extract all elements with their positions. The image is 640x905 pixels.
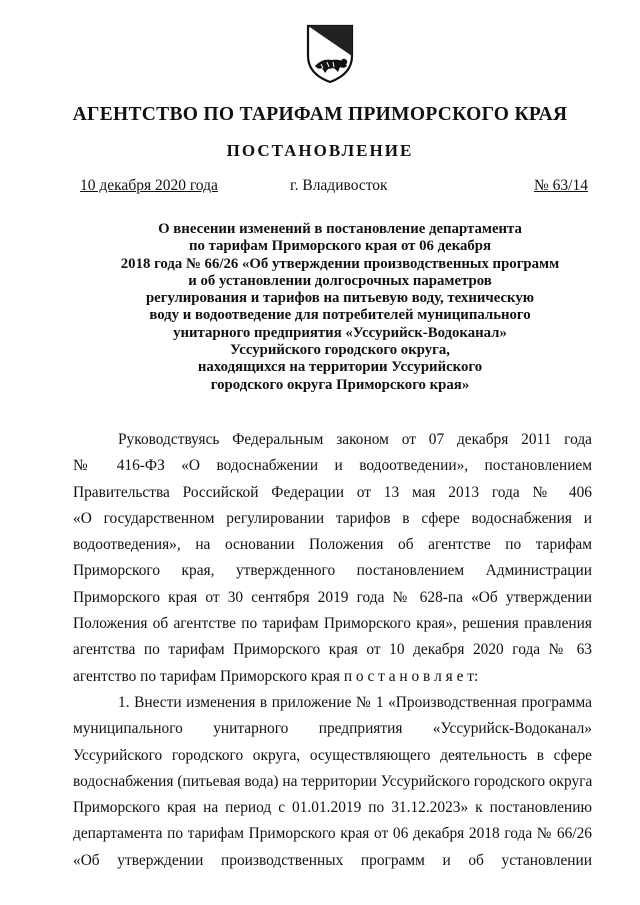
title-line: по тарифам Приморского края от 06 декабря bbox=[188, 238, 492, 255]
body-line: «Об утверждении производственных программ и об установлении bbox=[73, 851, 592, 869]
body-line: № 416-ФЗ «О водоснабжении и водоотведении», постановлением bbox=[73, 457, 592, 475]
document-meta-row bbox=[0, 177, 640, 197]
body-paragraph-2 bbox=[73, 690, 592, 874]
title-line: воду и водоотведение для потребителей муниципального bbox=[149, 307, 531, 324]
title-line: и об установлении долгосрочных параметров bbox=[188, 272, 492, 289]
body-line: Правительства Российской Федерации от 13 мая 2013 года № 406 bbox=[73, 483, 592, 501]
body-line: муниципального унитарного предприятия «Уссурийск-Водоканал» bbox=[73, 720, 592, 738]
body-line: Приморского края, утвержденного постановлением Администрации bbox=[73, 562, 592, 580]
body-line: Приморского края на период с 01.01.2019 по 31.12.2023» к постановлению bbox=[73, 799, 592, 817]
title-line: О внесении изменений в постановление департамента bbox=[158, 221, 522, 237]
body-line: агентство по тарифам Приморского края п о с т а н о в л я е т: bbox=[73, 667, 479, 685]
body-line: водоснабжения (питьевая вода) на территории Уссурийского городского округа bbox=[73, 772, 593, 790]
title-line: городского округа Приморского края» bbox=[210, 376, 470, 393]
agency-name: АГЕНТСТВО ПО ТАРИФАМ ПРИМОРСКОГО КРАЯ bbox=[72, 104, 568, 125]
document-title bbox=[100, 221, 580, 394]
body-line: водоотведения», на основании Положения об агентстве по тарифам bbox=[73, 536, 592, 554]
title-line: 2018 года № 66/26 «Об утверждении производственных программ bbox=[120, 255, 560, 272]
document-city: г. Владивосток bbox=[290, 177, 388, 194]
document-type: ПОСТАНОВЛЕНИЕ bbox=[226, 141, 414, 160]
document-date: 10 декабря 2020 года bbox=[80, 177, 218, 194]
body-line: Уссурийского городского округа, осуществляющего деятельность в сфере bbox=[73, 746, 592, 764]
body-line: Приморского края от 30 сентября 2019 года № 628-па «Об утверждении bbox=[73, 588, 592, 606]
document-number: № 63/14 bbox=[534, 177, 588, 194]
title-line: Уссурийского городского округа, bbox=[230, 342, 450, 359]
body-line: департамента по тарифам Приморского края от 06 декабря 2018 года № 66/26 bbox=[73, 825, 592, 843]
coat-of-arms-icon bbox=[300, 22, 360, 84]
body-line: 1. Внести изменения в приложение № 1 «Производственная программа bbox=[118, 693, 592, 711]
title-line: находящихся на территории Уссурийского bbox=[197, 359, 483, 376]
title-line: регулирования и тарифов на питьевую воду, техническую bbox=[145, 290, 535, 307]
body-paragraph-1 bbox=[73, 427, 592, 690]
body-line: «О государственном регулировании тарифов в сфере водоснабжения и bbox=[73, 509, 592, 527]
title-line: унитарного предприятия «Уссурийск-Водоканал» bbox=[173, 324, 507, 341]
body-line: Руководствуясь Федеральным законом от 07 декабря 2011 года bbox=[118, 431, 592, 448]
document-body bbox=[73, 427, 592, 874]
body-line: агентства по тарифам Приморского края от 10 декабря 2020 года № 63 bbox=[73, 641, 592, 659]
body-line: Положения об агентстве по тарифам Приморского края», решения правления bbox=[73, 615, 592, 633]
